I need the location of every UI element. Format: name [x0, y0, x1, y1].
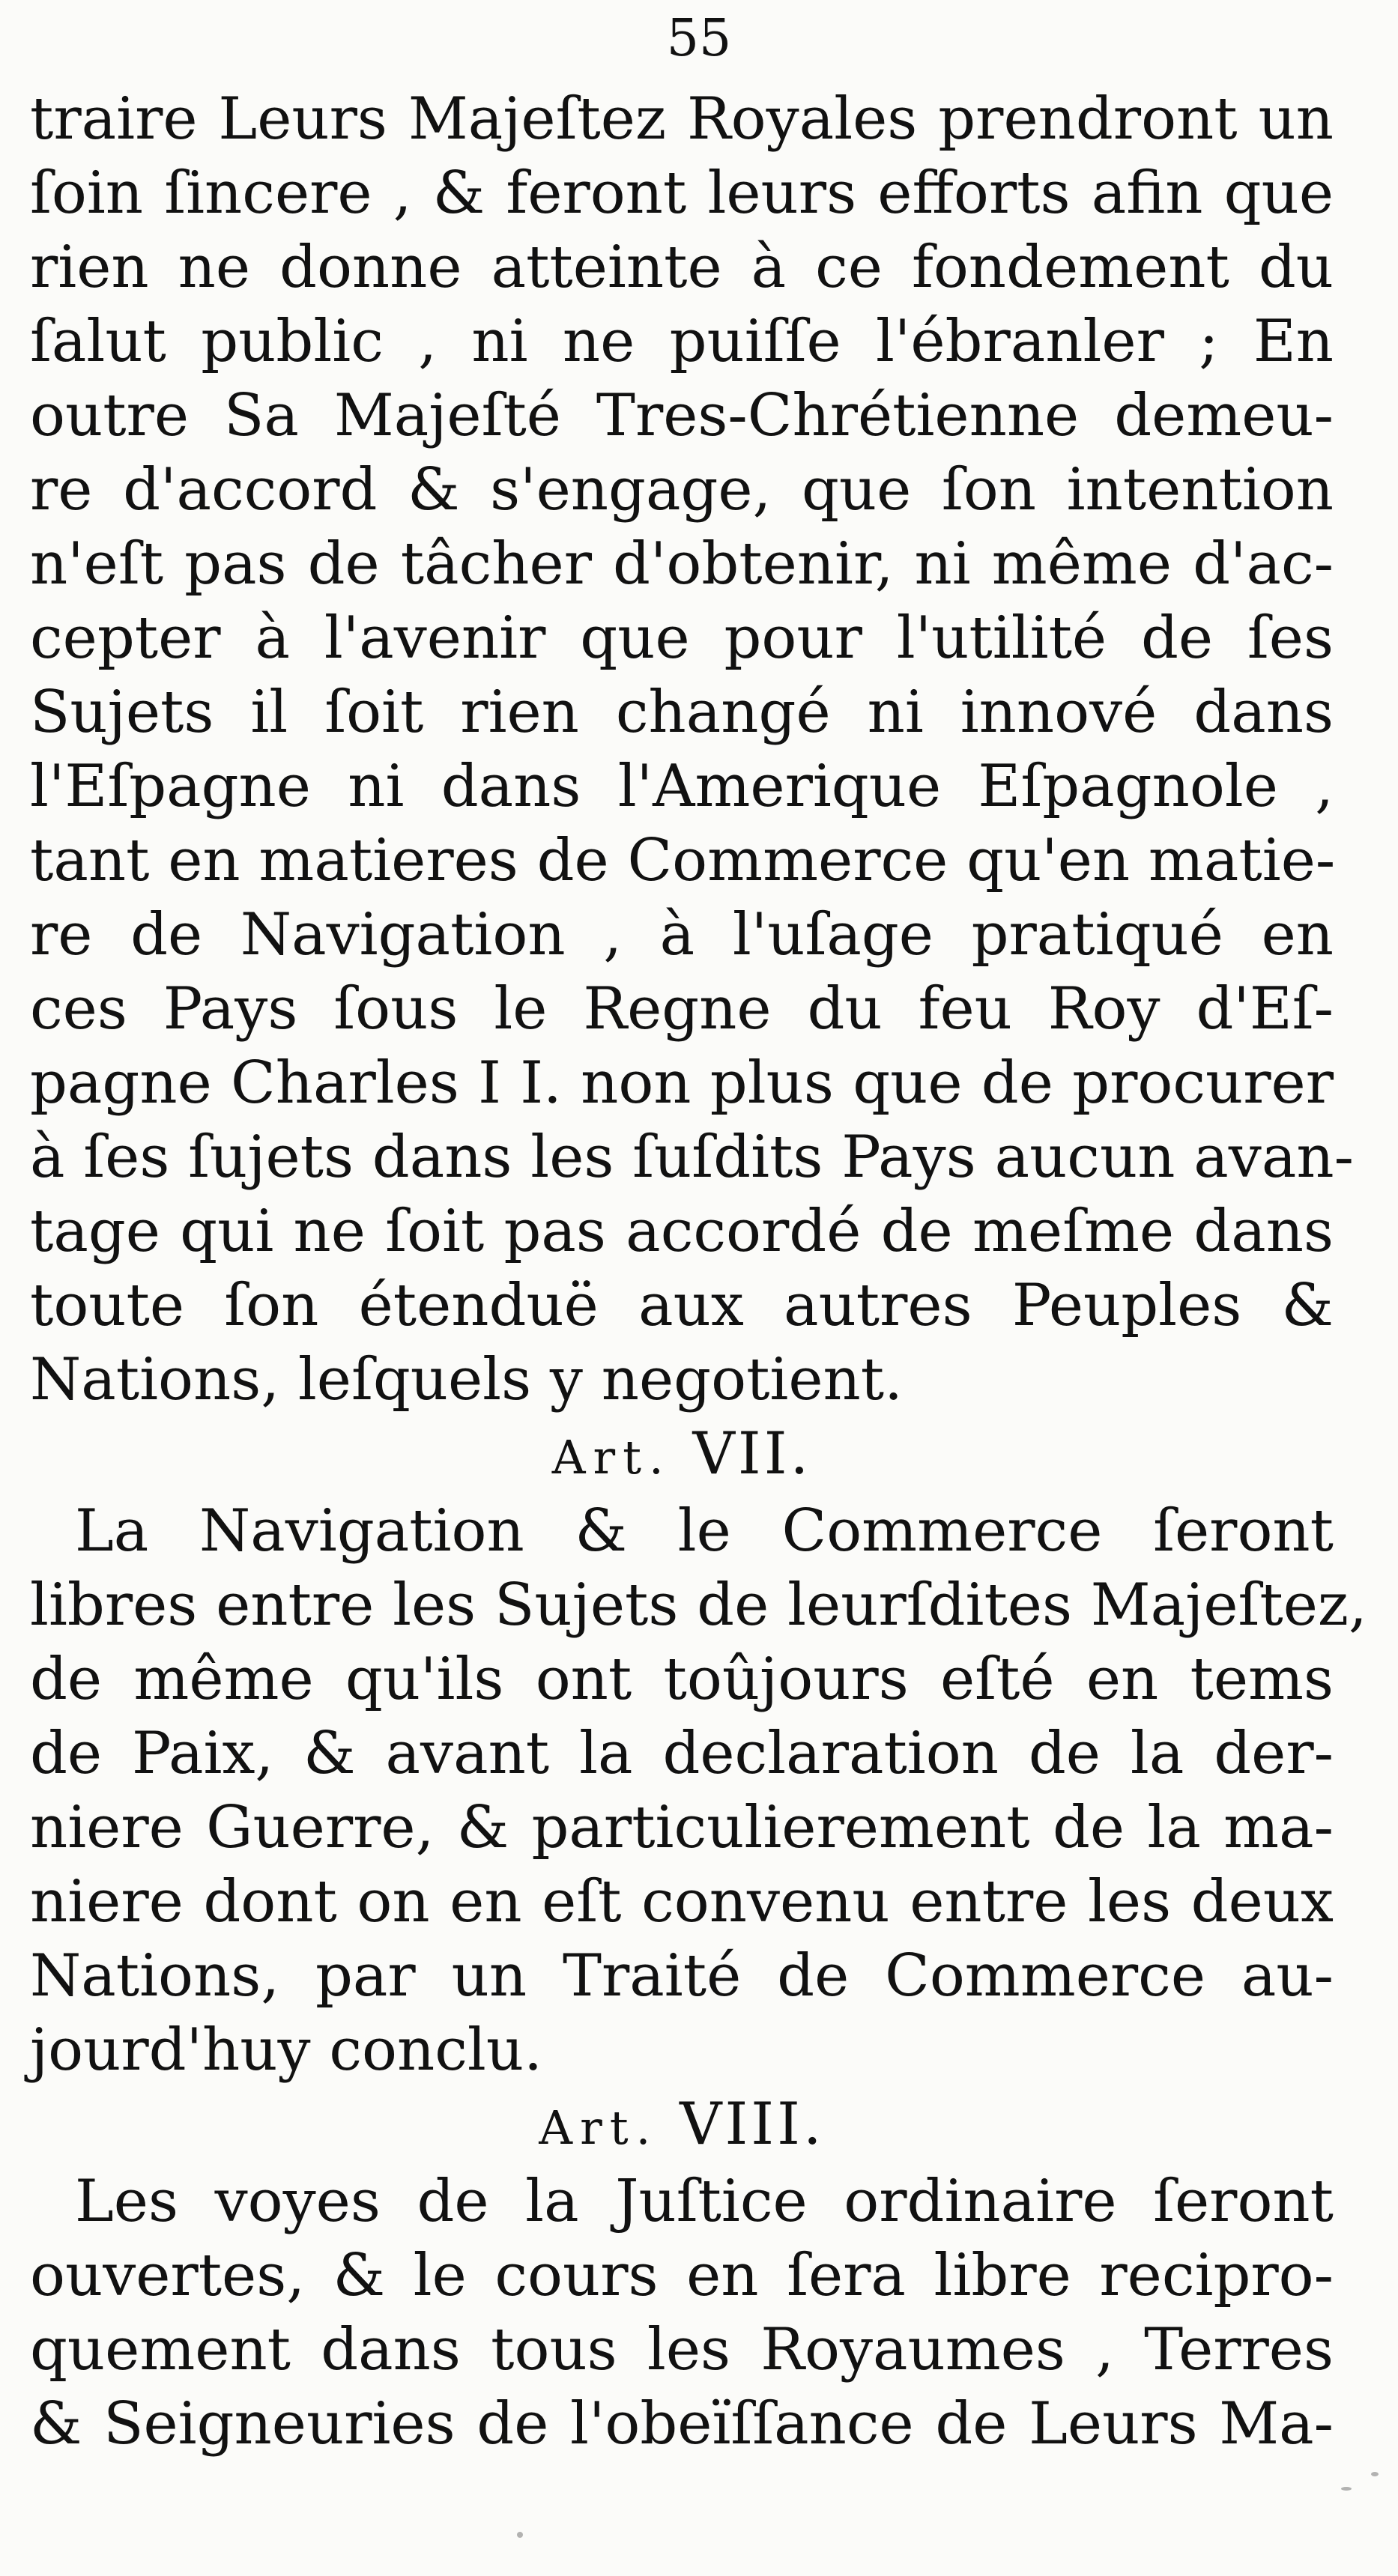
page-number: 55: [666, 9, 732, 68]
ink-speck: [1371, 2472, 1379, 2476]
text-line: cepter à l'avenir que pour l'utilité de ſes: [30, 604, 1334, 672]
article-numeral: VIII.: [680, 2091, 825, 2158]
text-line: ſalut public , ni ne puiſſe l'ébranler ; En: [30, 308, 1334, 375]
ink-speck: [1341, 2487, 1352, 2491]
text-line: tage qui ne ſoit pas accordé de meſme dans: [30, 1198, 1334, 1265]
text-line: à ſes ſujets dans les ſuſdits Pays aucun avan-: [30, 1124, 1354, 1191]
ink-speck: [517, 2532, 523, 2538]
text-line: tant en matieres de Commerce qu'en matie-: [30, 827, 1336, 894]
article-prefix: Art.: [551, 1430, 671, 1485]
paragraph-art-viii: [30, 2165, 1334, 2461]
paragraph-art-vii: [30, 1494, 1367, 2088]
text-line: niere dont on en eſt convenu entre les deux: [30, 1868, 1334, 1936]
text-line: traire Leurs Majeſtez Royales prendront un: [30, 85, 1334, 153]
text-line: re de Navigation , à l'uſage pratiqué en: [30, 901, 1334, 969]
text-line: pagne Charles I I. non plus que de procurer: [30, 1049, 1334, 1117]
text-line: & Seigneuries de l'obeïſſance de Leurs Ma-: [30, 2390, 1334, 2458]
article-heading: [30, 1417, 1334, 1494]
text-line: ces Pays ſous le Regne du feu Roy d'Eſ-: [30, 975, 1334, 1043]
text-line: Nations, par un Traité de Commerce au-: [30, 1942, 1334, 2010]
text-line: niere Guerre, & particulierement de la ma-: [30, 1794, 1334, 1861]
text-line: rien ne donne atteinte à ce fondement du: [30, 234, 1334, 301]
text-line: ouvertes, & le cours en ſera libre recipro-: [30, 2242, 1334, 2309]
paragraph-art-vi-continuation: [30, 82, 1354, 1417]
text-line: n'eſt pas de tâcher d'obtenir, ni même d'ac-: [30, 530, 1334, 598]
text-line: ſoin ſincere , & feront leurs efforts afin que: [30, 160, 1334, 227]
text-line: de même qu'ils ont toûjours eſté en tems: [30, 1646, 1334, 1713]
text-line: Les voyes de la Juſtice ordinaire ſeront: [75, 2168, 1334, 2235]
text-line: quement dans tous les Royaumes , Terres: [30, 2316, 1334, 2383]
article-numeral: VII.: [692, 1420, 812, 1488]
text-line: Sujets il ſoit rien changé ni innové dans: [30, 679, 1334, 746]
text-line: La Navigation & le Commerce ſeront: [75, 1497, 1334, 1565]
text-line: toute ſon étenduë aux autres Peuples &: [30, 1272, 1334, 1339]
page-text: [30, 82, 1367, 2461]
text-line: de Paix, & avant la declaration de la der-: [30, 1720, 1334, 1787]
text-line: re d'accord & s'engage, que ſon intention: [30, 456, 1334, 524]
article-prefix: Art.: [539, 2100, 659, 2155]
text-line: outre Sa Majeſté Tres-Chrétienne demeu-: [30, 382, 1334, 449]
text-line: jourd'huy conclu.: [30, 2016, 542, 2084]
text-line: libres entre les Sujets de leurſdites Majeſtez,: [30, 1572, 1367, 1639]
text-line: Nations, leſquels y negotient.: [30, 1346, 903, 1413]
article-heading: [30, 2088, 1334, 2165]
text-line: l'Eſpagne ni dans l'Amerique Eſpagnole ,: [30, 753, 1334, 820]
